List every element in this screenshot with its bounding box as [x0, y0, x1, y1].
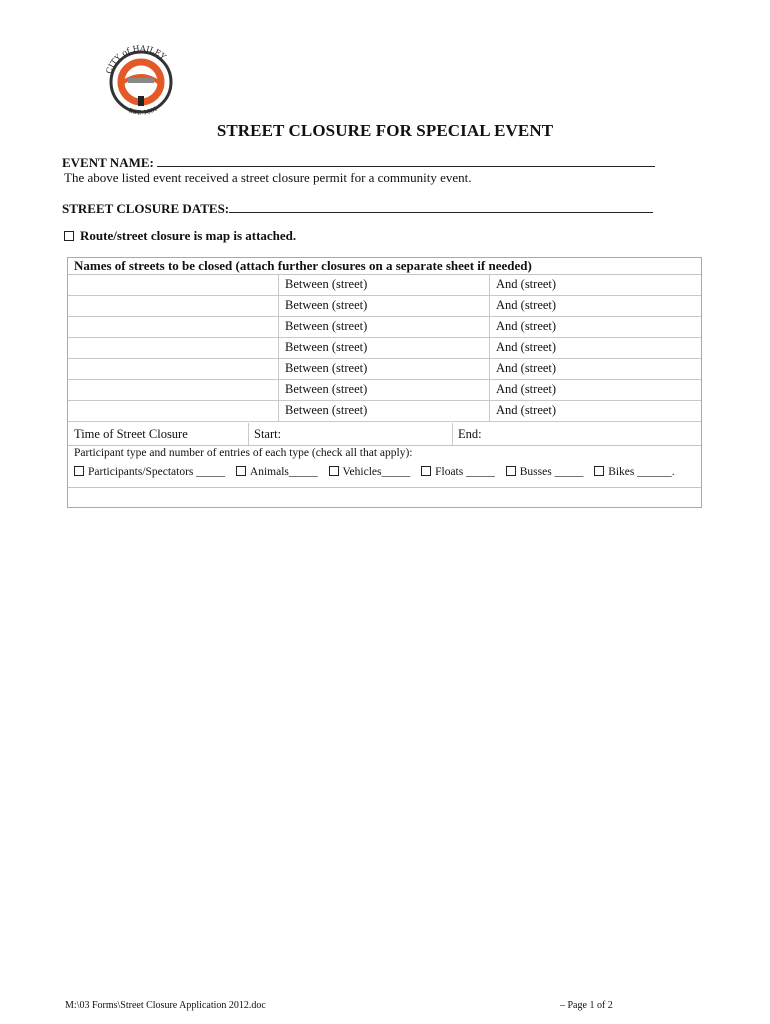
map-attached-checkbox[interactable]	[64, 231, 74, 241]
participants-label: Participants/Spectators	[88, 466, 194, 478]
animals-label: Animals	[249, 466, 289, 478]
logo-top-text: CITY of HAILEY	[104, 43, 168, 75]
participant-item	[329, 466, 411, 478]
floats-count-field[interactable]: _____	[466, 466, 495, 478]
map-attached-row	[64, 228, 296, 244]
street-name-cell[interactable]	[68, 337, 279, 358]
animals-checkbox[interactable]	[236, 466, 246, 476]
and-street-label[interactable]: And (street)	[496, 403, 557, 417]
event-name-label: EVENT NAME:	[62, 155, 154, 170]
start-time-field[interactable]: Start:	[254, 427, 282, 441]
footer-file-path: M:\03 Forms\Street Closure Application 2012.doc	[65, 1000, 266, 1011]
street-name-cell[interactable]	[68, 400, 279, 421]
table-row	[68, 400, 701, 422]
footer-page-number: – Page 1 of 2	[560, 1000, 613, 1011]
and-street-label[interactable]: And (street)	[496, 382, 557, 396]
busses-label: Busses	[519, 466, 552, 478]
table-row	[68, 274, 701, 296]
vehicles-count-field[interactable]: _____	[381, 466, 411, 478]
streets-table-header: Names of streets to be closed (attach further closures on a separate sheet if needed)	[68, 258, 701, 275]
end-time-field[interactable]: End:	[458, 427, 482, 441]
participant-item	[74, 466, 225, 478]
between-street-label: Between (street)	[285, 361, 368, 375]
participant-item	[421, 466, 495, 478]
table-row	[68, 316, 701, 338]
participants-count-field[interactable]: _____	[196, 466, 226, 478]
floats-label: Floats	[435, 466, 464, 478]
busses-count-field[interactable]: _____	[554, 466, 584, 478]
street-name-cell[interactable]	[68, 379, 279, 400]
table-row	[68, 295, 701, 317]
page-title: STREET CLOSURE FOR SPECIAL EVENT	[216, 121, 554, 140]
time-of-closure-label: Time of Street Closure	[74, 427, 188, 441]
animals-count-field[interactable]: _____	[288, 466, 318, 478]
divider	[68, 487, 701, 488]
table-row	[68, 337, 701, 359]
logo-bottom-text: EST. 1881	[127, 105, 159, 117]
between-street-label: Between (street)	[285, 403, 368, 417]
table-row	[68, 358, 701, 380]
street-name-cell[interactable]	[68, 316, 279, 337]
bikes-count-field[interactable]: ______.	[637, 466, 675, 478]
time-of-closure-row	[68, 423, 701, 446]
between-street-cell[interactable]	[279, 274, 490, 295]
map-attached-label: Route/street closure is map is attached.	[80, 228, 297, 243]
street-name-cell[interactable]	[68, 274, 279, 295]
table-row	[68, 379, 701, 401]
participant-type-title: Participant type and number of entries of each type (check all that apply):	[74, 447, 413, 459]
participant-types-row	[74, 465, 683, 480]
and-street-label[interactable]: And (street)	[496, 361, 557, 375]
between-street-cell[interactable]	[279, 337, 490, 358]
floats-checkbox[interactable]	[421, 466, 431, 476]
event-name-row	[62, 154, 655, 171]
and-street-label[interactable]: And (street)	[496, 277, 557, 291]
event-name-field[interactable]	[157, 154, 655, 167]
between-street-cell[interactable]	[279, 295, 490, 316]
participants-checkbox[interactable]	[74, 466, 84, 476]
and-street-label[interactable]: And (street)	[496, 340, 557, 354]
closure-dates-row	[62, 200, 653, 217]
intro-text: The above listed event received a street closure permit for a community event.	[64, 170, 472, 185]
vehicles-checkbox[interactable]	[329, 466, 339, 476]
between-street-label: Between (street)	[285, 277, 368, 291]
closure-dates-field[interactable]	[229, 200, 653, 213]
and-street-label[interactable]: And (street)	[496, 298, 557, 312]
between-street-label: Between (street)	[285, 382, 368, 396]
street-name-cell[interactable]	[68, 358, 279, 379]
city-of-hailey-logo	[98, 40, 184, 120]
bikes-checkbox[interactable]	[594, 466, 604, 476]
bikes-label: Bikes	[608, 466, 635, 478]
between-street-cell[interactable]	[279, 316, 490, 337]
busses-checkbox[interactable]	[506, 466, 516, 476]
between-street-label: Between (street)	[285, 340, 368, 354]
closure-dates-label: STREET CLOSURE DATES:	[62, 201, 230, 216]
and-street-label[interactable]: And (street)	[496, 319, 557, 333]
between-street-label: Between (street)	[285, 298, 368, 312]
between-street-cell[interactable]	[279, 379, 490, 400]
vehicles-label: Vehicles	[342, 466, 382, 478]
street-name-cell[interactable]	[68, 295, 279, 316]
between-street-label: Between (street)	[285, 319, 368, 333]
participant-item	[594, 466, 674, 478]
street-closure-table	[67, 257, 702, 508]
svg-text:EST. 1881	[128, 105, 159, 117]
participant-item	[506, 466, 584, 478]
between-street-cell[interactable]	[279, 358, 490, 379]
between-street-cell[interactable]	[279, 400, 490, 421]
participant-item	[236, 466, 318, 478]
